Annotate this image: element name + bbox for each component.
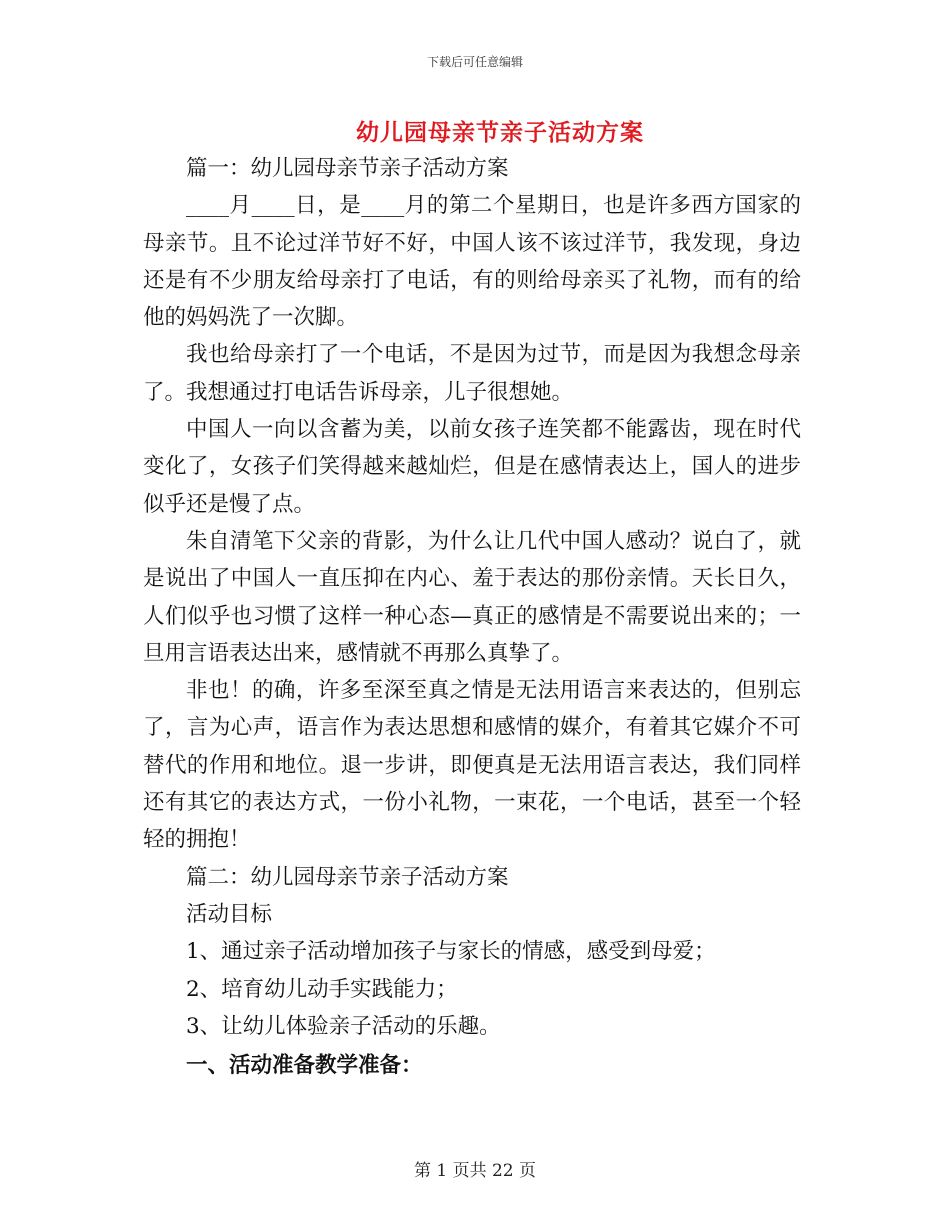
section-heading: 一、活动准备教学准备：: [186, 1053, 423, 1079]
section-label-1: 篇一：幼儿园母亲节亲子活动方案: [186, 156, 509, 181]
document-title: 幼儿园母亲节亲子活动方案: [356, 119, 644, 146]
section-label-2: 篇二：幼儿园母亲节亲子活动方案: [186, 864, 509, 890]
header-note: 下载后可任意编辑: [426, 55, 523, 69]
paragraph: ____月____日，是____月的第二个星期日，也是许多西方国家的母亲节。且不论过洋节好不好，中国人该不该过洋节，我发现，身边还是有不少朋友给母亲打了电话，有的则给母亲买了礼物，而有的给他的妈妈洗了一次脚。: [143, 193, 801, 331]
paragraph: 中国人一向以含蓄为美，以前女孩子连笑都不能露齿，现在时代变化了，女孩子们笑得越来越灿烂，但是在感情表达上，国人的进步似乎还是慢了点。: [143, 417, 801, 517]
objective-item: 1、通过亲子活动增加孩子与家长的情感，感受到母爱；: [186, 939, 716, 965]
page-number: 第 1 页共 22 页: [413, 1161, 537, 1181]
objectives-heading: 活动目标: [186, 901, 273, 927]
paragraph: 我也给母亲打了一个电话，不是因为过节，而是因为我想念母亲了。我想通过打电话告诉母亲，儿子很想她。: [143, 342, 801, 405]
paragraph: 朱自清笔下父亲的背影，为什么让几代中国人感动？说白了，就是说出了中国人一直压抑在内心、羞于表达的那份亲情。天长日久，人们似乎也习惯了这样一种心态—真正的感情是不需要说出来的；一旦用言语表达出来，感情就不再那么真挚了。: [143, 528, 801, 666]
document-body: [143, 150, 801, 1084]
paragraph: 非也！的确，许多至深至真之情是无法用语言来表达的，但别忘了，言为心声，语言作为表达思想和感情的媒介，有着其它媒介不可替代的作用和地位。退一步讲，即便真是无法用语言表达，我们同样还有其它的表达方式，一份小礼物，一束花，一个电话，甚至一个轻轻的拥抱！: [143, 678, 801, 853]
objective-item: 2、培育幼儿动手实践能力；: [186, 976, 458, 1002]
objective-item: 3、让幼儿体验亲子活动的乐趣。: [186, 1013, 501, 1039]
